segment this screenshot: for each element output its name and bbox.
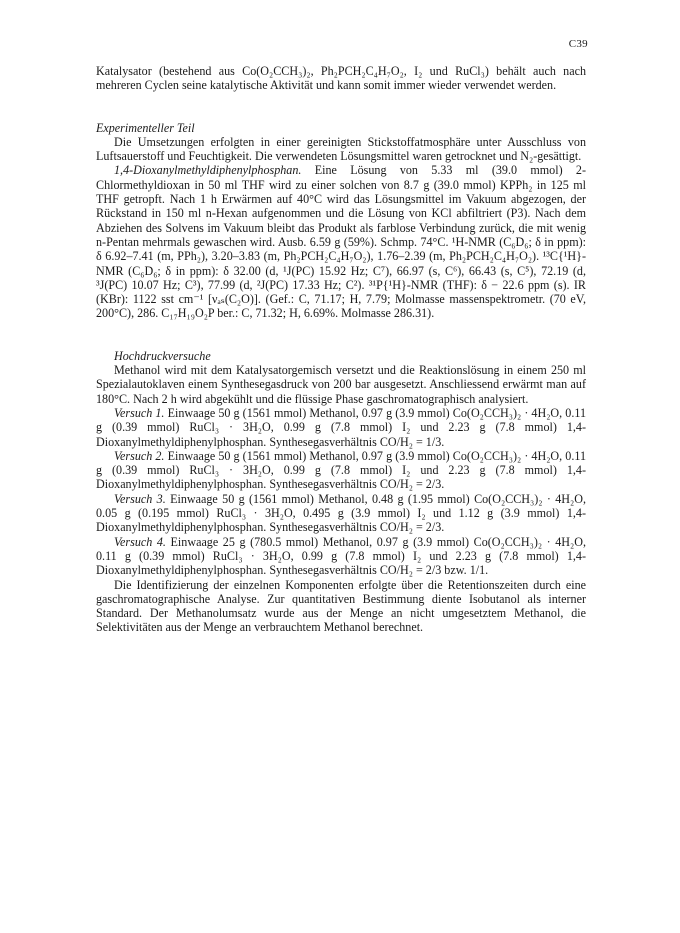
intro-paragraph: Katalysator (bestehend aus Co(O₂CCH₃)₂, Ph₂PCH₂C₄H₇O₂, I₂ und RuCl₃) behält auch nach mehreren Cyclen seine katalytische Aktivität und kann somit immer wieder verwendet werden. [96,64,586,93]
experiment-label: Versuch 2. [114,448,165,463]
synthesis-text: Eine Lösung von 5.33 ml (39.0 mmol) 2-Chlormethyldioxan in 50 ml THF wird zu einer solchen von 8.7 g (39.0 mmol) KPPh₂ in 125 ml THF getropft. Nach 1 h Erwärmen auf 40°C wird das Lösungsmittel im Vakuum abgezogen, der Rückstand in 150 ml n-Hexan aufgenommen und die Lösung von KCl abfiltriert (P3). Nach dem Abziehen des Solvens im Vakuum bleibt das Produkt als farblose Verbindung zurück, die mit wenig n-Pentan mehrmals gewaschen wird. Ausb. 6.59 g (59%). Schmp. 74°C. ¹H-NMR (C₆D₆; δ in ppm): δ 6.92–7.41 (m, PPh₂), 3.20–3.83 (m, Ph₂PCH₂C₄H₇O₂), 1.76–2.39 (m, Ph₂PCH₂C₄H₇O₂). ¹³C{¹H}-NMR (C₆D₆; δ in ppm): δ 32.00 (d, ¹J(PC) 15.92 Hz; C⁷), 66.97 (s, C⁶), 66.43 (s, C⁵), 72.19 (d, ³J(PC) 10.07 Hz; C³), 77.99 (d, ²J(PC) 17.33 Hz; C²). ³¹P{¹H}-NMR (THF): δ − 22.6 ppm (s). IR (KBr): 1122 sst cm⁻¹ [νₐₛ(C₂O)]. (Gef.: C, 71.17; H, 7.79; Molmasse massenspektrometr. (70 eV, 200°C), 286. C₁₇H₁₉O₂P ber.: C, 71.32; H, 6.69%. Molmasse 286.31). [96,163,586,321]
experiment-1 [96,406,586,449]
closing-paragraph: Die Identifizierung der einzelnen Komponenten erfolgte über die Retentionszeiten durch eine gaschromatographische Analyse. Zur quantitativen Bestimmung diente Isobutanol als interner Standard. Der Methanolumsatz wurde aus der Menge an nicht umgesetztem Methanol, die Selektivitäten aus der Menge an verbrauchtem Methanol berechnet. [96,577,586,635]
section-heading-experimental: Experimenteller Teil [96,120,195,135]
experimental-conditions-paragraph: Die Umsetzungen erfolgten in einer gereinigten Stickstoffatmosphäre unter Ausschluss von Luftsauerstoff und Feuchtigkeit. Die verwendeten Lösungsmittel waren getrocknet und N₂-gesättigt. [96,134,586,164]
experiment-3 [96,492,586,535]
experiment-2 [96,449,586,492]
spacer [96,321,586,333]
high-pressure-paragraph: Methanol wird mit dem Katalysatorgemisch versetzt und die Reaktionslösung in einem 250 ml Spezialautoklaven einem Synthesegasdruck von 200 bar ausgesetzt. Anschliessend erwärmt man auf 180°C. Nach 2 h wird abgekühlt und die flüssige Phase gaschromatographisch analysiert. [96,363,586,406]
page-number: C39 [568,38,588,50]
synthesis-title: 1,4-Dioxanylmethyldiphenylphosphan. [114,163,302,178]
experiment-label: Versuch 4. [114,534,166,549]
experiment-text: Einwaage 50 g (1561 mmol) Methanol, 0.48 g (1.95 mmol) Co(O₂CCH₃)₂ · 4H₂O, 0.05 g (0.195 mmol) RuCl₃ · 3H₂O, 0.495 g (3.9 mmol) I₂ und 1.12 g (3.9 mmol) 1,4-Dioxanylmethyldiphenylphosphan. Synthesegasverhältnis CO/H₂ = 2/3. [96,491,586,535]
page-body [96,64,586,635]
experiment-text: Einwaage 50 g (1561 mmol) Methanol, 0.97 g (3.9 mmol) Co(O₂CCH₃)₂ · 4H₂O, 0.11 g (0.39 mmol) RuCl₃ · 3H₂O, 0.99 g (7.8 mmol) I₂ und 2.23 g (7.8 mmol) 1,4-Dioxanylmethyldiphenylphosphan. Synthesegasverhältnis CO/H₂ = 2/3. [96,448,587,492]
experiment-text: Einwaage 50 g (1561 mmol) Methanol, 0.97 g (3.9 mmol) Co(O₂CCH₃)₂ · 4H₂O, 0.11 g (0.39 mmol) RuCl₃ · 3H₂O, 0.99 g (7.8 mmol) I₂ und 2.23 g (7.8 mmol) 1,4-Dioxanylmethyldiphenylphosphan. Synthesegasverhältnis CO/H₂ = 1/3. [96,405,587,449]
experiment-label: Versuch 1. [114,405,165,420]
experiment-4 [96,535,586,578]
section-heading-high-pressure: Hochdruckversuche [114,348,211,363]
synthesis-paragraph [96,163,586,320]
experiment-label: Versuch 3. [114,491,166,506]
experiment-text: Einwaage 25 g (780.5 mmol) Methanol, 0.97 g (3.9 mmol) Co(O₂CCH₃)₂ · 4H₂O, 0.11 g (0.39 mmol) RuCl₃ · 3H₂O, 0.99 g (7.8 mmol) I₂ und 2.23 g (7.8 mmol) 1,4-Dioxanylmethyldiphenylphosphan. Synthesegasverhältnis CO/H₂ = 2/3 bzw. 1/1. [96,534,587,578]
spacer [96,93,586,105]
